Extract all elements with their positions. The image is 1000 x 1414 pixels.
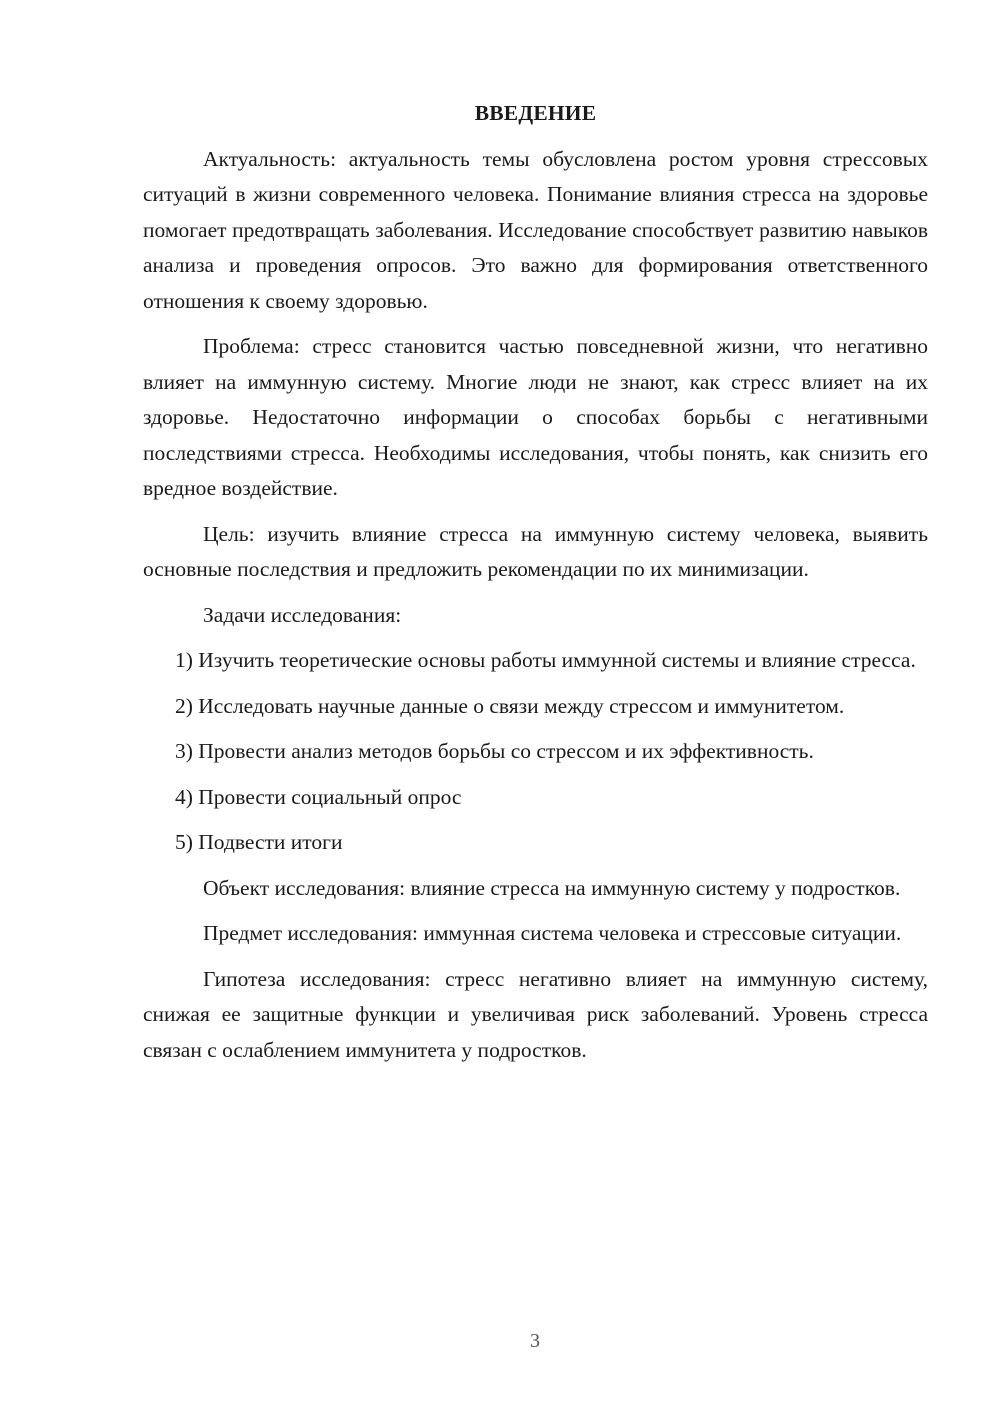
page-title: ВВЕДЕНИЕ	[474, 101, 597, 125]
tasks-heading: Задачи исследования:	[203, 602, 402, 627]
task-item: 1) Изучить теоретические основы работы иммунной системы и влияние стресса.	[175, 648, 916, 672]
document-page	[143, 96, 928, 1078]
hypothesis-paragraph: Гипотеза исследования: стресс негативно влияет на иммунную систему, снижая ее защитные функции и увеличивая риск заболеваний. Уровень стресса связан с ослаблением иммунитета у подростков.	[143, 966, 928, 1062]
task-item: 4) Провести социальный опрос	[175, 784, 462, 809]
task-item: 5) Подвести итоги	[175, 830, 343, 854]
problem-paragraph: Проблема: стресс становится частью повседневной жизни, что негативно влияет на иммунную систему. Многие люди не знают, как стресс влияет на их здоровье. Недостаточно информации о способах борьбы с негативными последствиями стресса. Необходимы исследования, чтобы понять, как снизить его вредное воздействие.	[143, 334, 928, 500]
subject-paragraph: Предмет исследования: иммунная система человека и стрессовые ситуации.	[203, 921, 902, 945]
goal-paragraph: Цель: изучить влияние стресса на иммунную систему человека, выявить основные последствия и предложить рекомендации по их минимизации.	[143, 521, 928, 581]
task-item: 2) Исследовать научные данные о связи между стрессом и иммунитетом.	[175, 693, 845, 718]
page-number: 3	[530, 1330, 540, 1352]
object-paragraph: Объект исследования: влияние стресса на иммунную систему у подростков.	[203, 875, 901, 900]
task-item: 3) Провести анализ методов борьбы со стрессом и их эффективность.	[175, 739, 814, 763]
relevance-paragraph: Актуальность: актуальность темы обусловлена ростом уровня стрессовых ситуаций в жизни современного человека. Понимание влияния стресса на здоровье помогает предотвращать заболевания. Исследование способствует развитию навыков анализа и проведения опросов. Это важно для формирования ответственного отношения к своему здоровью.	[143, 146, 928, 313]
